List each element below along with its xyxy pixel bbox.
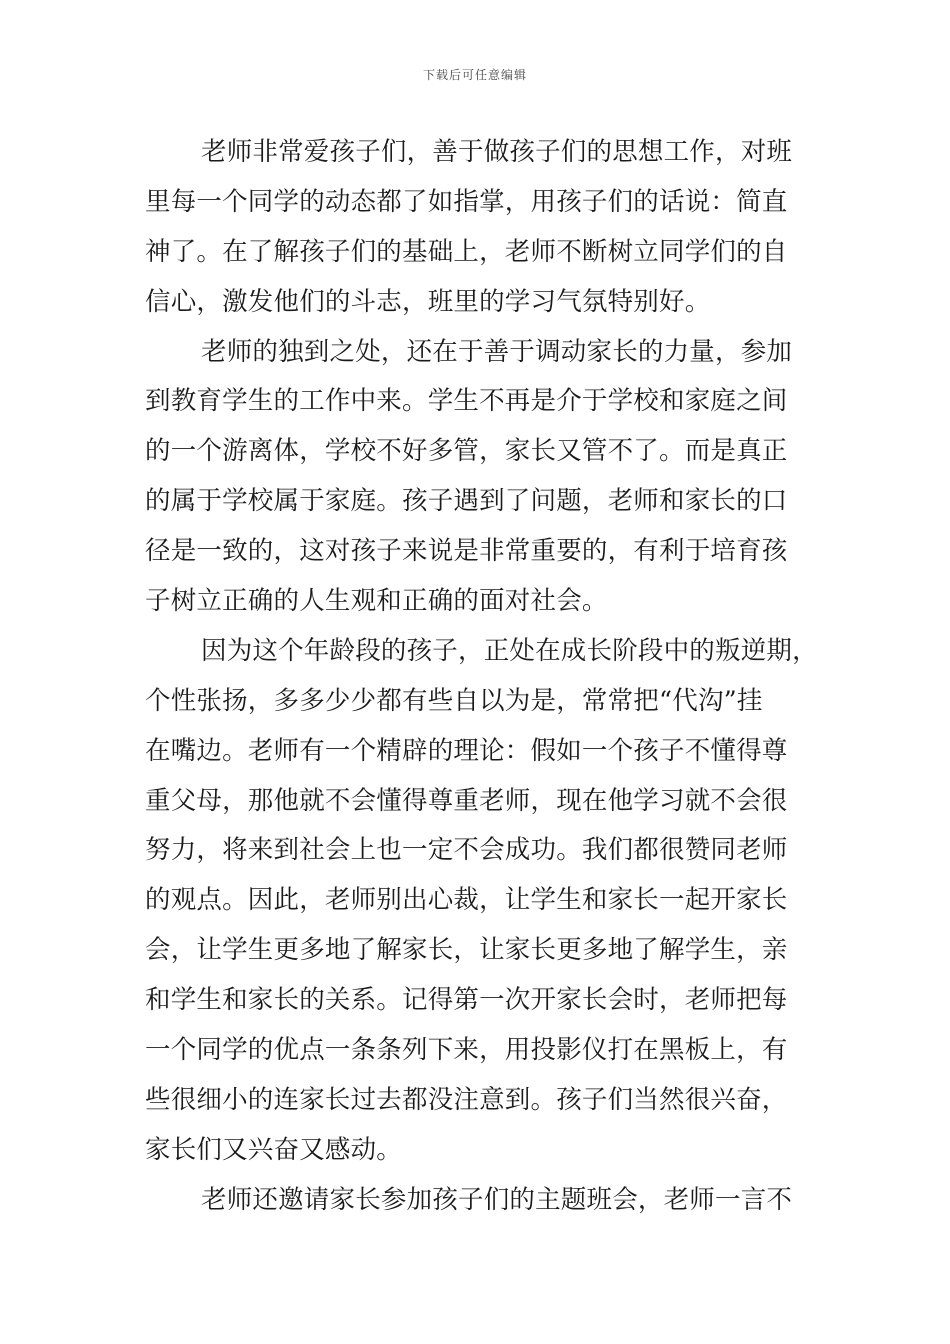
- text-line: 径是一致的，这对孩子来说是非常重要的，有利于培育孩: [145, 536, 788, 567]
- text-line: 因为这个年龄段的孩子，正处在成长阶段中的叛逆期，: [201, 635, 818, 666]
- text-line: 些很细小的连家长过去都没注意到。孩子们当然很兴奋，: [145, 1084, 788, 1115]
- text-line: 的观点。因此，老师别出心裁，让学生和家长一起开家长: [145, 885, 788, 916]
- text-line: 重父母，那他就不会懂得尊重老师，现在他学习就不会很: [145, 785, 788, 816]
- text-line: 老师的独到之处，还在于善于调动家长的力量，参加: [201, 336, 793, 367]
- text-line: 家长们又兴奋又感动。: [145, 1134, 403, 1165]
- text-line: 子树立正确的人生观和正确的面对社会。: [145, 586, 608, 617]
- text-line: 里每一个同学的动态都了如指掌，用孩子们的话说：简直: [145, 186, 788, 217]
- text-line: 会，让学生更多地了解家长，让家长更多地了解学生，亲: [145, 935, 788, 966]
- text-line: 和学生和家长的关系。记得第一次开家长会时，老师把每: [145, 985, 788, 1016]
- text-line: 的属于学校属于家庭。孩子遇到了问题，老师和家长的口: [145, 486, 788, 517]
- text-line: 努力，将来到社会上也一定不会成功。我们都很赞同老师: [145, 835, 788, 866]
- text-line: 信心，激发他们的斗志，班里的学习气氛特别好。: [145, 286, 711, 317]
- text-line: 个性张扬，多多少少都有些自以为是，常常把“代沟”挂: [145, 685, 763, 716]
- text-line: 老师非常爱孩子们，善于做孩子们的思想工作，对班: [201, 137, 793, 167]
- body-text: [145, 128, 818, 1226]
- text-line: 一个同学的优点一条条列下来，用投影仪打在黑板上，有: [145, 1035, 788, 1066]
- text-line: 在嘴边。老师有一个精辟的理论：假如一个孩子不懂得尊: [145, 735, 788, 766]
- text-line: 的一个游离体，学校不好多管，家长又管不了。而是真正: [145, 436, 788, 467]
- text-line: 到教育学生的工作中来。学生不再是介于学校和家庭之间: [145, 386, 788, 417]
- header-note: 下载后可任意编辑: [422, 68, 527, 82]
- text-line: 老师还邀请家长参加孩子们的主题班会，老师一言不: [201, 1184, 793, 1215]
- text-line: 神了。在了解孩子们的基础上，老师不断树立同学们的自: [145, 236, 788, 267]
